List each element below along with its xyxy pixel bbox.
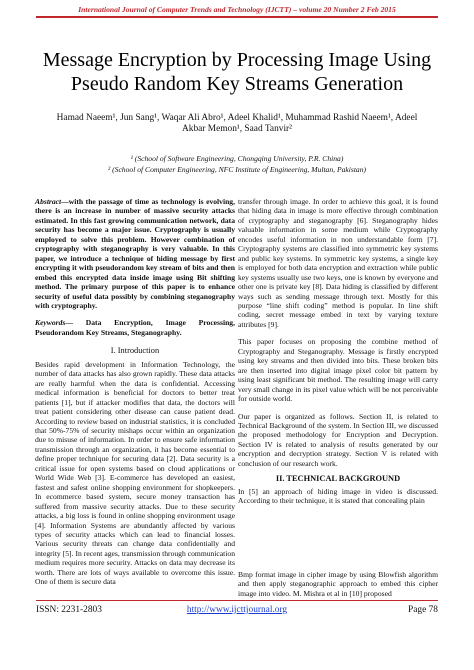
header-rule: [36, 16, 438, 18]
footer-rule: [36, 600, 438, 601]
abstract-text: —with the passage of time as technology is evolving, there is an increase in number of massive security attacks estimated. In this fast growing communication network, data security has become a major issue. Cryptography is usually employed to solve this problem. However combination of cryptography with steganography is very valuable. In this paper, we introduce a technique of hiding message by first encrypting it with pseudorandom key stream of bits and then embed this encrypted data inside image using Bit shifting method. The primary purpose of this paper is to enhance security of useful data possibly by combining steganography with cryptography.: [35, 197, 235, 310]
affiliations: [40, 153, 434, 175]
keywords: [35, 318, 235, 337]
right-column: [238, 197, 438, 598]
section-heading-introduction: I. Introduction: [110, 346, 160, 356]
author-list: Hamad Naeem¹, Jun Sang¹, Waqar Ali Abro¹, Adeel Khalid¹, Muhammad Rashid Naeem¹, Adeel Akbar Memon¹, Saad Tanvir²: [56, 113, 418, 134]
abstract-label: Abstract: [35, 197, 62, 206]
keywords-text: — Data Encryption, Image Processing, Pseudorandom Key Streams, Steganography.: [35, 318, 235, 337]
right-paragraph-3: Our paper is organized as follows. Section II, is related to Technical Background of the system. In Section III, we discussed the proposed methodology for Encryption and Decryption. Section IV is related to analysis of results generated by our encryption and decryption strategy. Section V is related with conclusion of our research work.: [238, 411, 438, 468]
abstract: [35, 197, 235, 310]
right-paragraph-5: Bmp format image in cipher image by using Blowfish algorithm and then apply steganographic approach to embed this cipher image into video. M. Mishra et al in [10] proposed: [238, 569, 438, 598]
keywords-label: Keywords: [35, 318, 66, 328]
issn: ISSN: 2231-2803: [36, 605, 102, 615]
right-paragraph-1: transfer through image. In order to achieve this goal, it is found that hiding data in image is more effective through combination of cryptography and steganography [6]. Steganography hides valuable information in some medium while Cryptography encodes useful information in non understandable form [7]. Cryptography systems are classified into symmetric key systems and public key systems. In symmetric key systems, a single key is employed for both data encryption and extraction while public key systems usually use two keys, one is known by everyone and other one is private key [8]. Data hiding is classified by different ways such as sending message through text. Mostly for this purpose “line shift coding” method is popular. In line shift coding, secret message embed in text by varying texture attributes [9].: [238, 197, 438, 329]
left-column: [35, 197, 235, 587]
title-line-1: Message Encryption by Processing Image Using: [42, 49, 432, 71]
affiliation-2: ² (School of Computer Engineering, NFC Institute of Engineering, Multan, Pakistan): [107, 165, 367, 174]
paper-title: [0, 48, 474, 96]
affiliation-1: ¹ (School of Software Engineering, Chongqing University, P.R. China): [130, 154, 344, 163]
title-line-2: Pseudo Random Key Streams Generation: [70, 73, 404, 95]
right-paragraph-4: In [5] an approach of hiding image in video is discussed. According to their technique, it is stated that concealing plain: [238, 486, 438, 506]
page-number: Page 78: [408, 605, 438, 615]
right-paragraph-2: This paper focuses on proposing the combine method of Cryptography and Steganography. Message is firstly encrypted using key streams and then divided into bits. These broken bits are then inserted into digital image pixel color bit pattern by using least significant bit method. The resulting image will carry very small change in its pixel value which will be not perceivable for outside world.: [238, 337, 438, 404]
journal-link[interactable]: http://www.ijcttjournal.org: [186, 605, 288, 615]
journal-header: International Journal of Computer Trends and Technology (IJCTT) – volume 20 Number 2 Feb 2015: [78, 5, 396, 14]
introduction-paragraph: Besides rapid development in Information Technology, the number of data attacks has also grown rapidly. These data attacks are really harmful when the data is confidential. Accessing medical information is beneficial for doctors to better treat patients [1], but if attacker modifies that data, the doctors will treat patient considering other disease can cause patient dead. According to review based on industrial statistics, it is concluded that 50%-75% of security mishaps occur within an organization due to misuse of information. In order to ensure safe information transmission through an organization, it has become essential to define proper technique for securing data [2]. Data security is a critical issue for open systems based on cloud applications or World Wide Web [3]. E-commerce has developed an easiest, fastest and safest online shopping environment for shopkeepers. In ecommerce based system, secure money transaction has suffered from massive security attacks. Due to these security attacks, a big loss is found in online shopping environment usage [4]. Information Systems are abundantly affected by various types of security attacks which can lead to financial losses. Various security threats can change data confidentially and integrity [5]. In recent ages, transmission through communication medium requires more security. Attacks on data may decrease its worth. There are lots of ways available to overcome this issue. One of them is secure data: [35, 359, 235, 587]
section-heading-technical-background: II. TECHNICAL BACKGROUND: [275, 474, 401, 484]
